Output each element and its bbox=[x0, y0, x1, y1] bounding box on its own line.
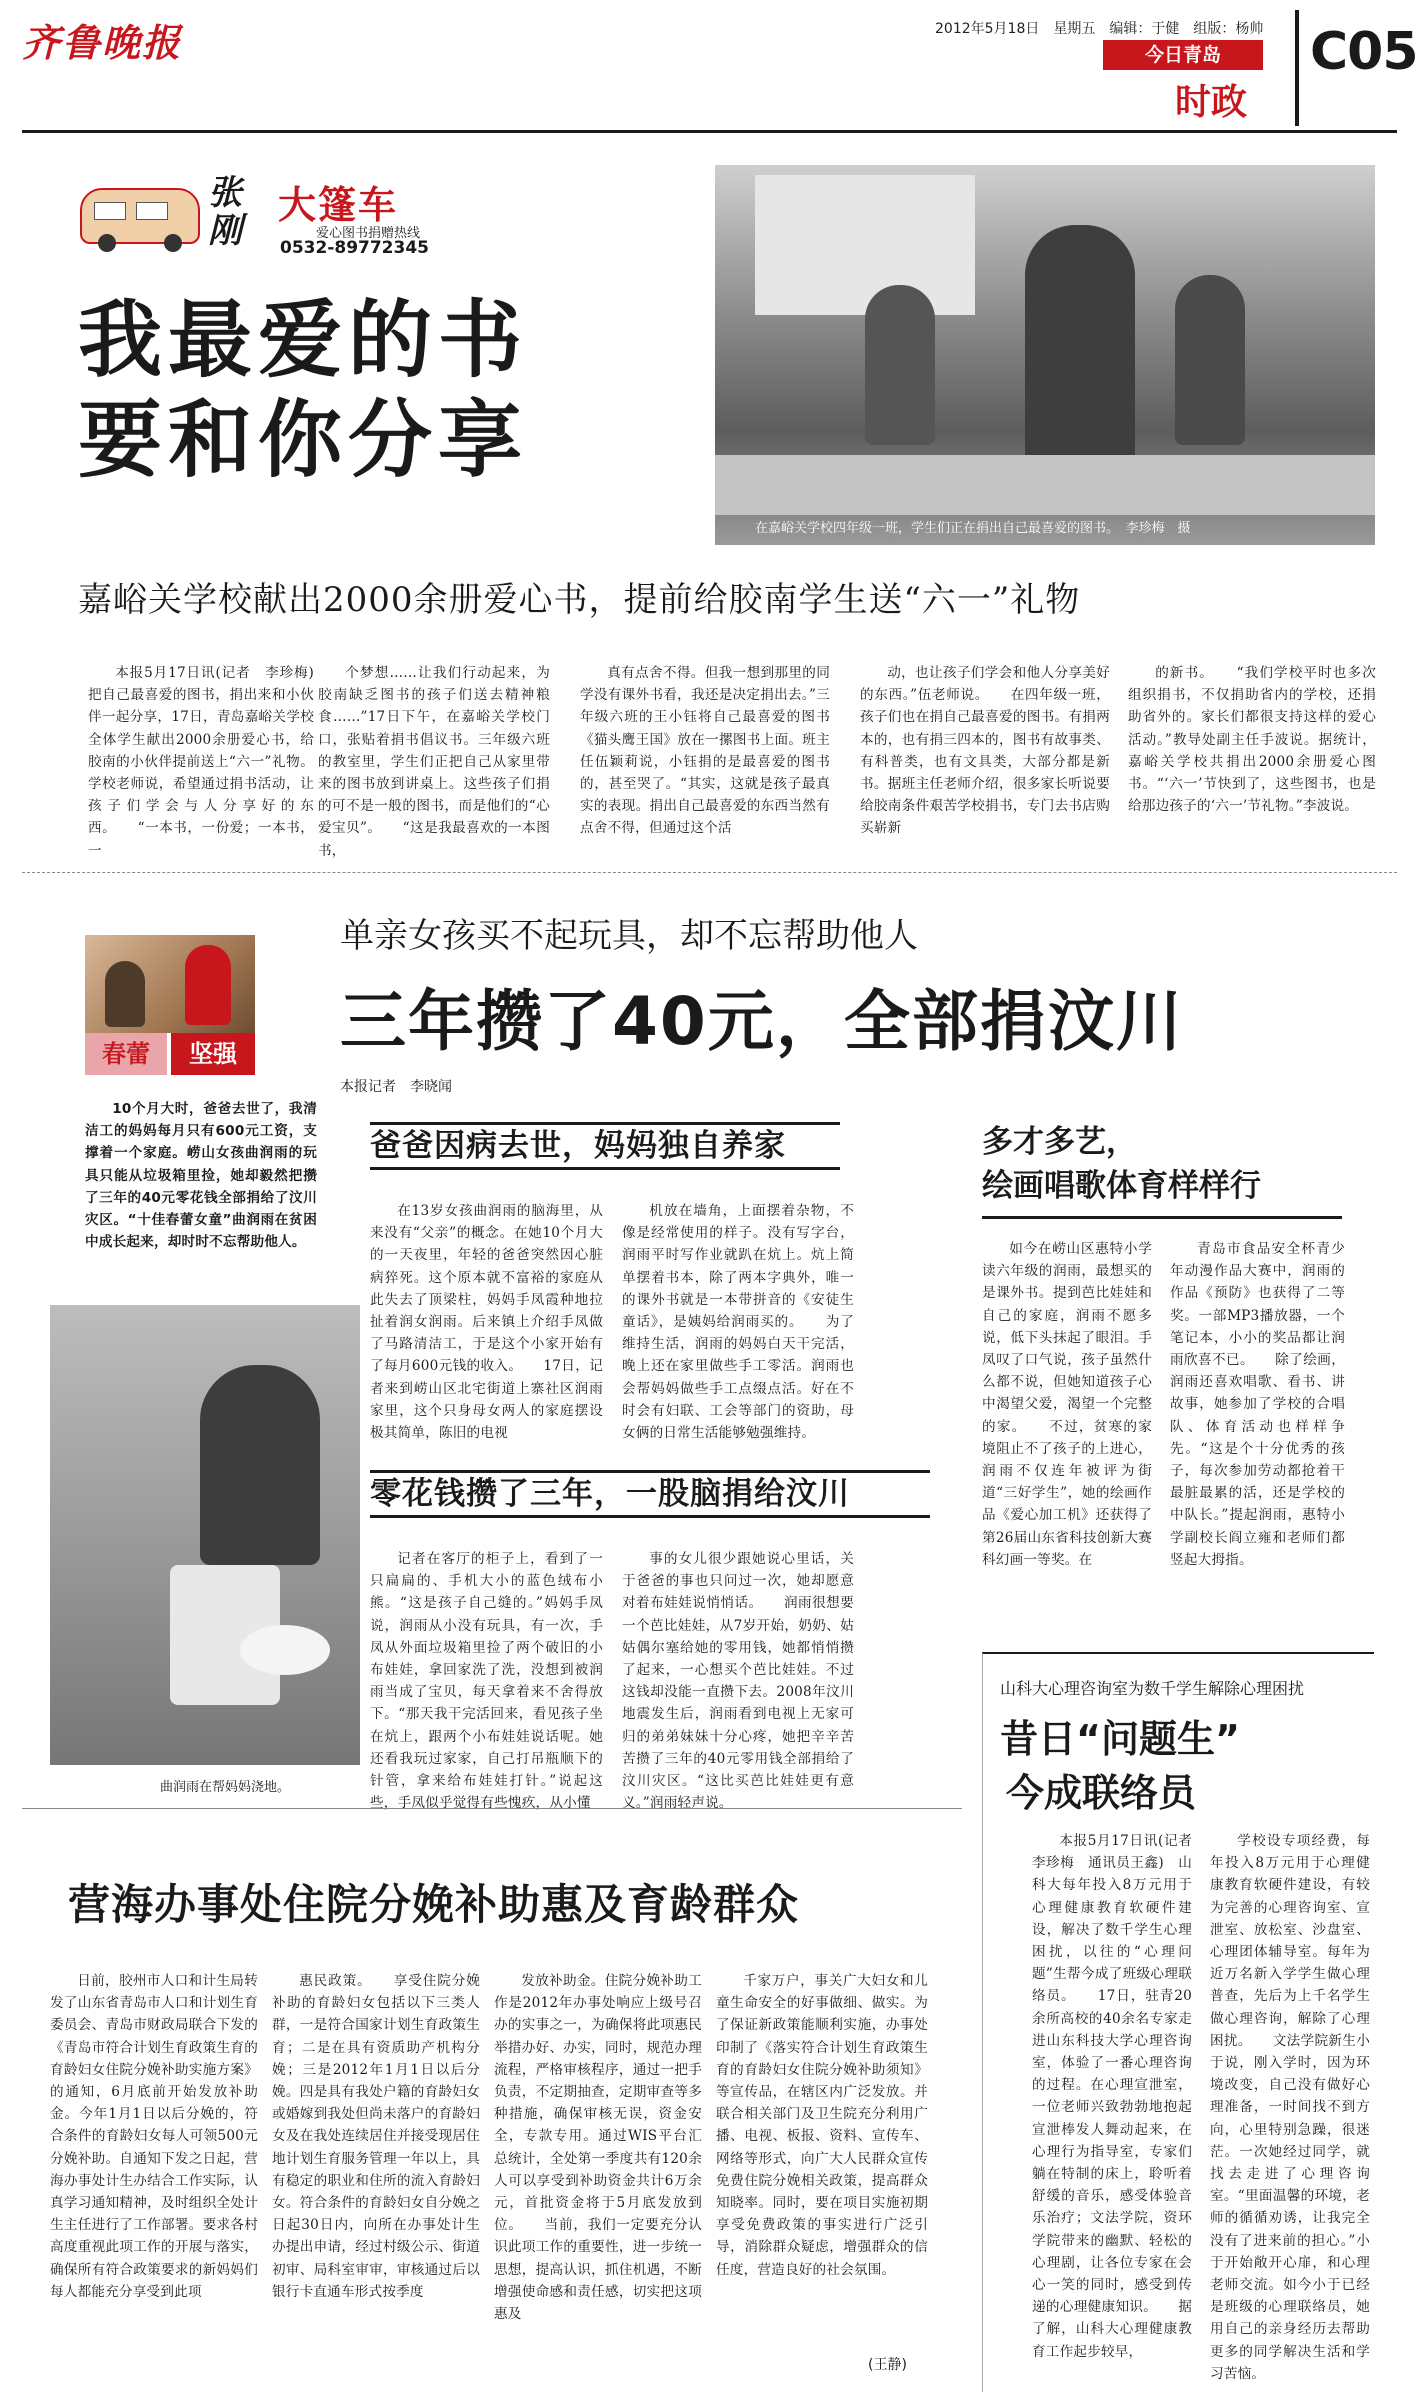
story4-byline: (王静) bbox=[868, 2357, 907, 2373]
story2-sub1-col-1 bbox=[370, 1200, 603, 1465]
story3-headline-line1: 昔日“问题生” bbox=[1000, 1717, 1240, 1761]
header-rule bbox=[22, 130, 1397, 133]
story1-headline-line1: 我最爱的书 bbox=[78, 291, 529, 389]
story2-sub1 bbox=[370, 1122, 840, 1170]
bus-icon bbox=[80, 188, 200, 244]
story4-paragraph: 惠民政策。 享受住院分娩补助的育龄妇女包括以下三类人群，一是符合国家计划生育政策生育；二是在具有资质助产机构分娩；三是2012年1月1日以后分娩。四是具有我处户籍的育龄妇女或婚嫁到我处但尚未落户的育龄妇女及在我处连续居住并接受现居住地计划生育服务管理一年以上，具有稳定的职业和住所的流入育龄妇女。符合条件的育龄妇女自分娩之日起30日内，向所在办事处计生办提出申请，经过村级公示、街道初审、局科室审审，审核通过后以银行卡直通车形式按季度 bbox=[272, 1973, 480, 2300]
story4-col-4 bbox=[716, 1970, 928, 2348]
story1-col-3 bbox=[580, 662, 830, 842]
story4-col-1 bbox=[50, 1970, 258, 2370]
story2-paragraph: 在13岁女孩曲润雨的脑海里，从来没有“父亲”的概念。在她10个月大的一天夜里，年轻的爸爸突然因心脏病猝死。这个原本就不富裕的家庭从此失去了顶梁柱，妈妈手凤霞种地拉扯着润女润雨。后来镇上介绍手凤做了马路清洁工，于是这个小家开始有了每月600元钱的收入。 17日，记者来到崂山区北宅街道上寨社区润雨家里，这个只身母女两人的家庭摆设极其简单，陈旧的电视 bbox=[370, 1203, 603, 1442]
story2-sub3-line1: 多才多艺， bbox=[982, 1124, 1137, 1160]
column-logo-sub: 爱心图书捐赠热线 bbox=[316, 226, 421, 241]
photo-board bbox=[755, 175, 975, 315]
story2-badge-left: 春蕾 bbox=[85, 1033, 167, 1075]
photo-child bbox=[105, 961, 145, 1027]
story2-sub1-text: 爸爸因病去世，妈妈独自养家 bbox=[370, 1128, 786, 1164]
story3-kicker: 山科大心理咨询室为数千学生解除心理困扰 bbox=[1000, 1679, 1305, 1698]
bus-wheel bbox=[164, 234, 182, 252]
story2-kicker: 单亲女孩买不起玩具，却不忘帮助他人 bbox=[340, 916, 918, 956]
story3-headline-line2: 今成联络员 bbox=[1006, 1771, 1197, 1815]
section-tag-label: 今日青岛 bbox=[1144, 44, 1221, 66]
story1-photo-caption: 在嘉峪关学校四年级一班，学生们正在捐出自己最喜爱的图书。 李珍梅 摄 bbox=[755, 521, 1191, 536]
photo-child bbox=[185, 945, 231, 1025]
story2-badge-photo bbox=[85, 935, 255, 1033]
story2-byline: 本报记者 李晓闻 bbox=[340, 1079, 452, 1095]
story1-paragraph: 真有点舍不得。但我一想到那里的同学没有课外书看，我还是决定捐出去。”三年级六班的王小钰将自己最喜爱的图书《猫头鹰王国》放在一摞图书上面。班主任伍颖莉说，小钰捐的是最喜爱的图书的，甚至哭了。“其实，这就是孩子最真实的表现。捐出自己最喜爱的东西当然有点舍不得，但通过这个活 bbox=[580, 665, 830, 837]
story3-headline bbox=[1000, 1712, 1370, 1820]
page-number: C05 bbox=[1310, 22, 1418, 82]
story2-sub3-rule bbox=[982, 1216, 1342, 1219]
column-logo bbox=[80, 170, 500, 256]
column-logo-brand: 大篷车 bbox=[278, 183, 399, 227]
story1-col-2 bbox=[318, 662, 550, 859]
photo-girl bbox=[200, 1365, 320, 1565]
section-name: 时政 bbox=[1175, 82, 1248, 123]
story1-paragraph: 动，也让孩子们学会和他人分享美好的东西。”伍老师说。 在四年级一班，孩子们也在捐自己最喜爱的图书。有捐两本的，也有捐三四本的，图书有故事类、有科普类，也有文具类，大部分都是新书。据班主任老师介绍，很多家长听说要给胶南条件艰苦学校捐书，专门去书店购买崭新 bbox=[860, 665, 1110, 837]
story3-paragraph: 学校设专项经费，每年投入8万元用于心理健康教育软硬件建设，有较为完善的心理咨询室、宣泄室、放松室、沙盘室、心理团体辅导室。每年为近万名新入学学生做心理普查，先后为上千名学生做心理咨询，解除了心理困扰。 文法学院新生小于说，刚入学时，因为环境改变，自己没有做好心理准备，一时间找不到方向，心里特别急躁，很迷茫。一次她经过同学，就找去走进了心理咨询室。“里面温馨的环境，老师的循循劝诱，让我完全没有了进来前的担心。”小于开始敞开心扉，和心理老师交流。如今小于已经是班级的心理联络员，她用自己的亲身经历去帮助更多的同学解决生活和学习苦恼。 bbox=[1210, 1833, 1370, 2382]
story4-paragraph: 千家万户，事关广大妇女和儿童生命安全的好事做细、做实。为了保证新政策能顺利实施，办事处印制了《落实符合计划生育政策生育的育龄妇女住院分娩补助须知》等宣传品，在辖区内广泛发放。并联合相关部门及卫生院充分利用广播、电视、板报、资料、宣传车、网络等形式，向广大人民群众宣传免费住院分娩相关政策，提高群众知晓率。同时，要在项目实施初期享受免费政策的事实进行广泛引导，消除群众疑虑，增强群众的信任度，营造良好的社会氛围。 bbox=[716, 1973, 928, 2278]
story1-photo bbox=[715, 165, 1375, 545]
story2-paragraph: 青岛市食品安全杯青少年动漫作品大赛中，润雨的作品《预防》也获得了二等奖。一部MP3播放器，一个笔记本，小小的奖品都让润雨欣喜不已。 除了绘画，润雨还喜欢唱歌、看书、讲故事，她参加了学校的合唱队、体育活动也样样争先。“这是个十分优秀的孩子，每次参加劳动都抢着干最脏最累的活，还是学校的中队长。”提起润雨，惠特小学副校长阎立雍和老师们都竖起大拇指。 bbox=[1170, 1241, 1345, 1568]
story1-col-1 bbox=[88, 662, 328, 859]
story4-paragraph: 发放补助金。住院分娩补助工作是2012年办事处响应上级号召办的实事之一，为确保将此项惠民举措办好、办实，同时，规范办理流程，严格审核程序，通过一把手负责，不定期抽查，定期审查等多种措施，确保审核无误，资金安全，专款专用。通过WIS平台汇总统计，全处第一季度共有120余人可以享受到补助资金共计6万余元，首批资金将于5月底发放到位。 当前，我们一定要充分认识此项工作的重要性，进一步统一思想，提高认识，抓住机遇，不断增强使命感和责任感，切实把这项惠及 bbox=[494, 1973, 702, 2323]
story2-paragraph: 如今在崂山区惠特小学读六年级的润雨，最想买的是课外书。提到芭比娃娃和自己的家庭，润雨不愿多说，低下头抹起了眼泪。手凤叹了口气说，孩子虽然什么都不说，但她知道孩子心中渴望父爱，渴望一个完整的家。 不过，贫寒的家境阻止不了孩子的上进心，润雨不仅连年被评为街道“三好学生”，她的绘画作品《爱心加工机》还获得了第26届山东省科技创新大赛科幻画一等奖。在 bbox=[982, 1241, 1152, 1568]
section-tag bbox=[1103, 40, 1263, 70]
column-logo-phone: 0532-89772345 bbox=[280, 238, 429, 258]
story1-paragraph: 的新书。 “我们学校平时也多次组织捐书，不仅捐助省内的学校，还捐助省外的。家长们都很支持这样的爱心活动。”教导处副主任手波说。据统计，嘉峪关学校共捐出2000余册爱心图书。“‘六一’节快到了，这些图书，也是给那边孩子的‘六一’节礼物。”李波说。 bbox=[1128, 665, 1376, 815]
issue-meta: 2012年5月18日 星期五 编辑：于健 组版：杨帅 bbox=[935, 21, 1264, 37]
bus-window bbox=[94, 202, 126, 220]
story2-paragraph: 事的女儿很少跟她说心里话，关于爸爸的事也只问过一次，她却愿意对着布娃娃说悄悄话。 润雨很想要一个芭比娃娃，从7岁开始，奶奶、姑姑偶尔塞给她的零用钱，她都悄悄攒了起来，一心想买个芭比娃娃。不过这钱却没能一直攒下去。2008年汶川地震发生后，润雨看到电视上无家可归的弟弟妹妹十分心疼，她把辛辛苦苦攒了三年的40元零用钱全部捐给了汶川灾区。“这比买芭比娃娃更有意义。”润雨轻声说。 bbox=[622, 1551, 854, 1812]
story2-photo-caption: 曲润雨在帮妈妈浇地。 bbox=[160, 1780, 291, 1795]
story2-sub2-text: 零花钱攒了三年，一股脑捐给汶川 bbox=[370, 1476, 850, 1512]
story2-sub3-line2: 绘画唱歌体育样样行 bbox=[982, 1168, 1261, 1204]
story2-badge-right: 坚强 bbox=[171, 1033, 255, 1075]
story4-paragraph: 日前，胶州市人口和计生局转发了山东省青岛市人口和计划生育委员会、青岛市财政局联合下发的《青岛市符合计划生育政策生育的育龄妇女住院分娩补助实施方案》的通知，6月底前开始发放补助金。今年1月1日以后分娩的，符合条件的育龄妇女每人可领500元分娩补助。自通知下发之日起，营海办事处计生办结合工作实际，认真学习通知精神，及时组织全处计生主任进行了工作部署。要求各村高度重视此项工作的开展与落实，确保所有符合政策要求的新妈妈们每人都能充分享受到此项 bbox=[50, 1973, 258, 2300]
story2-sub3-col-1 bbox=[982, 1238, 1152, 1643]
story2-sub1-col-2 bbox=[622, 1200, 854, 1465]
story1-subhead: 嘉峪关学校献出2000余册爱心书，提前给胶南学生送“六一”礼物 bbox=[78, 580, 1081, 620]
story2-sub3-col-2 bbox=[1170, 1238, 1345, 1643]
masthead: 齐鲁晚报 bbox=[22, 20, 183, 65]
bus-window bbox=[136, 202, 168, 220]
story3-col-1 bbox=[1032, 1830, 1206, 2390]
story2-paragraph: 机放在墙角，上面摆着杂物，不像是经常使用的样子。没有写字台，润雨平时写作业就趴在炕上。炕上简单摆着书本，除了两本字典外，唯一的课外书就是一本带拼音的《安徒生童话》，是姨妈给润雨买的。 为了维持生活，润雨的妈妈白天干完活，晚上还在家里做些手工零活。润雨也会帮妈妈做些手工点缀点活。好在不时会有妇联、工会等部门的资助，母女俩的日常生活能够勉强维持。 bbox=[622, 1203, 854, 1442]
story2-badge bbox=[85, 1033, 255, 1075]
photo-student bbox=[1175, 275, 1245, 445]
photo-desk bbox=[715, 455, 1375, 515]
header-separator bbox=[1295, 10, 1299, 126]
story1-col-4 bbox=[860, 662, 1110, 842]
bus-wheel bbox=[98, 234, 116, 252]
photo-basin bbox=[240, 1625, 330, 1675]
photo-student bbox=[865, 285, 935, 445]
photo-student bbox=[1025, 225, 1135, 465]
story4-col-3 bbox=[494, 1970, 702, 2370]
story2-headline: 三年攒了40元，全部捐汶川 bbox=[340, 983, 1184, 1060]
story2-sub2-col-1 bbox=[370, 1548, 603, 1812]
story1-divider bbox=[22, 872, 1397, 873]
story1-headline bbox=[78, 290, 708, 490]
story1-col-5 bbox=[1128, 662, 1376, 842]
story3-paragraph: 本报5月17日讯(记者 李珍梅 通讯员王鑫) 山科大每年投入8万元用于心理健康教育软硬件建设，解决了数千学生心理困扰，以往的“心理问题”生帮今成了班级心理联络员。 17日，驻青20余所高校的40余名专家走进山东科技大学心理咨询室，体验了一番心理咨询的过程。在心理宣泄室，一位老师兴致勃勃地抱起宣泄棒发人舞动起来，在心理行为指导室，专家们躺在特制的床上，聆听着舒缓的音乐，感受体验音乐治疗；文法学院，资环学院带来的幽默、轻松的心理剧，让各位专家在会心一笑的同时，感受到传递的心理健康知识。 据了解，山科大心理健康教育工作起步较早， bbox=[1032, 1833, 1206, 2360]
story2-lead-text: 10个月大时，爸爸去世了，我清洁工的妈妈每月只有600元工资，支撑着一个家庭。崂山女孩曲润雨的玩具只能从垃圾箱里捡，她却毅然把攒了三年的40元零花钱全部捐给了汶川灾区。“十佳春蕾女童”曲润雨在贫困中成长起来，却时时不忘帮助他人。 bbox=[85, 1101, 317, 1251]
story3-col-2 bbox=[1210, 1830, 1370, 2390]
story1-paragraph: 本报5月17日讯(记者 李珍梅) 把自己最喜爱的图书，捐出来和小伙伴一起分享，17日，青岛嘉峪关学校全体学生献出2000余册爱心书，给胶南的小伙伴提前送上“六一”礼物。学校老师说，希望通过捐书活动，让孩子们学会与人分享好的东西。 “一本书，一份爱；一本书，一 bbox=[88, 665, 328, 859]
story2-lead bbox=[85, 1098, 317, 1313]
story2-sub3 bbox=[982, 1120, 1342, 1208]
story2-sub2-col-2 bbox=[622, 1548, 854, 1812]
story4-col-2 bbox=[272, 1970, 480, 2370]
story2-photo bbox=[50, 1305, 360, 1765]
story2-sub2 bbox=[370, 1470, 930, 1518]
story4-divider bbox=[22, 1808, 962, 1809]
story1-headline-line2: 要和你分享 bbox=[78, 391, 529, 489]
story1-paragraph: 个梦想……让我们行动起来，为胶南缺乏图书的孩子们送去精神粮食……”17日下午，在嘉峪关学校门口，张贴着捐书倡议书。三年级六班的教室里，学生们正把自己从家里带来的图书放到讲桌上。这些孩子们捐的可不是一般的图书，而是他们的“心爱宝贝”。 “这是我最喜欢的一本图书， bbox=[318, 665, 550, 859]
story4-headline: 营海办事处住院分娩补助惠及育龄群众 bbox=[68, 1880, 800, 1929]
column-logo-name: 张刚 bbox=[208, 173, 242, 251]
story2-paragraph: 记者在客厅的柜子上，看到了一只扁扁的、手机大小的蓝色绒布小熊。“这是孩子自己缝的。”妈妈手凤说，润雨从小没有玩具，有一次，手凤从外面垃圾箱里捡了两个破旧的小布娃娃，拿回家洗了洗，没想到被润雨当成了宝贝，每天拿着来不舍得放下。“那天我干完活回来，看见孩子坐在炕上，跟两个小布娃娃说话呢。她还看我玩过家家，自己打吊瓶顺下的针管，拿来给布娃娃打针。”说起这些，手凤似乎觉得有些愧疚，从小懂 bbox=[370, 1551, 603, 1812]
